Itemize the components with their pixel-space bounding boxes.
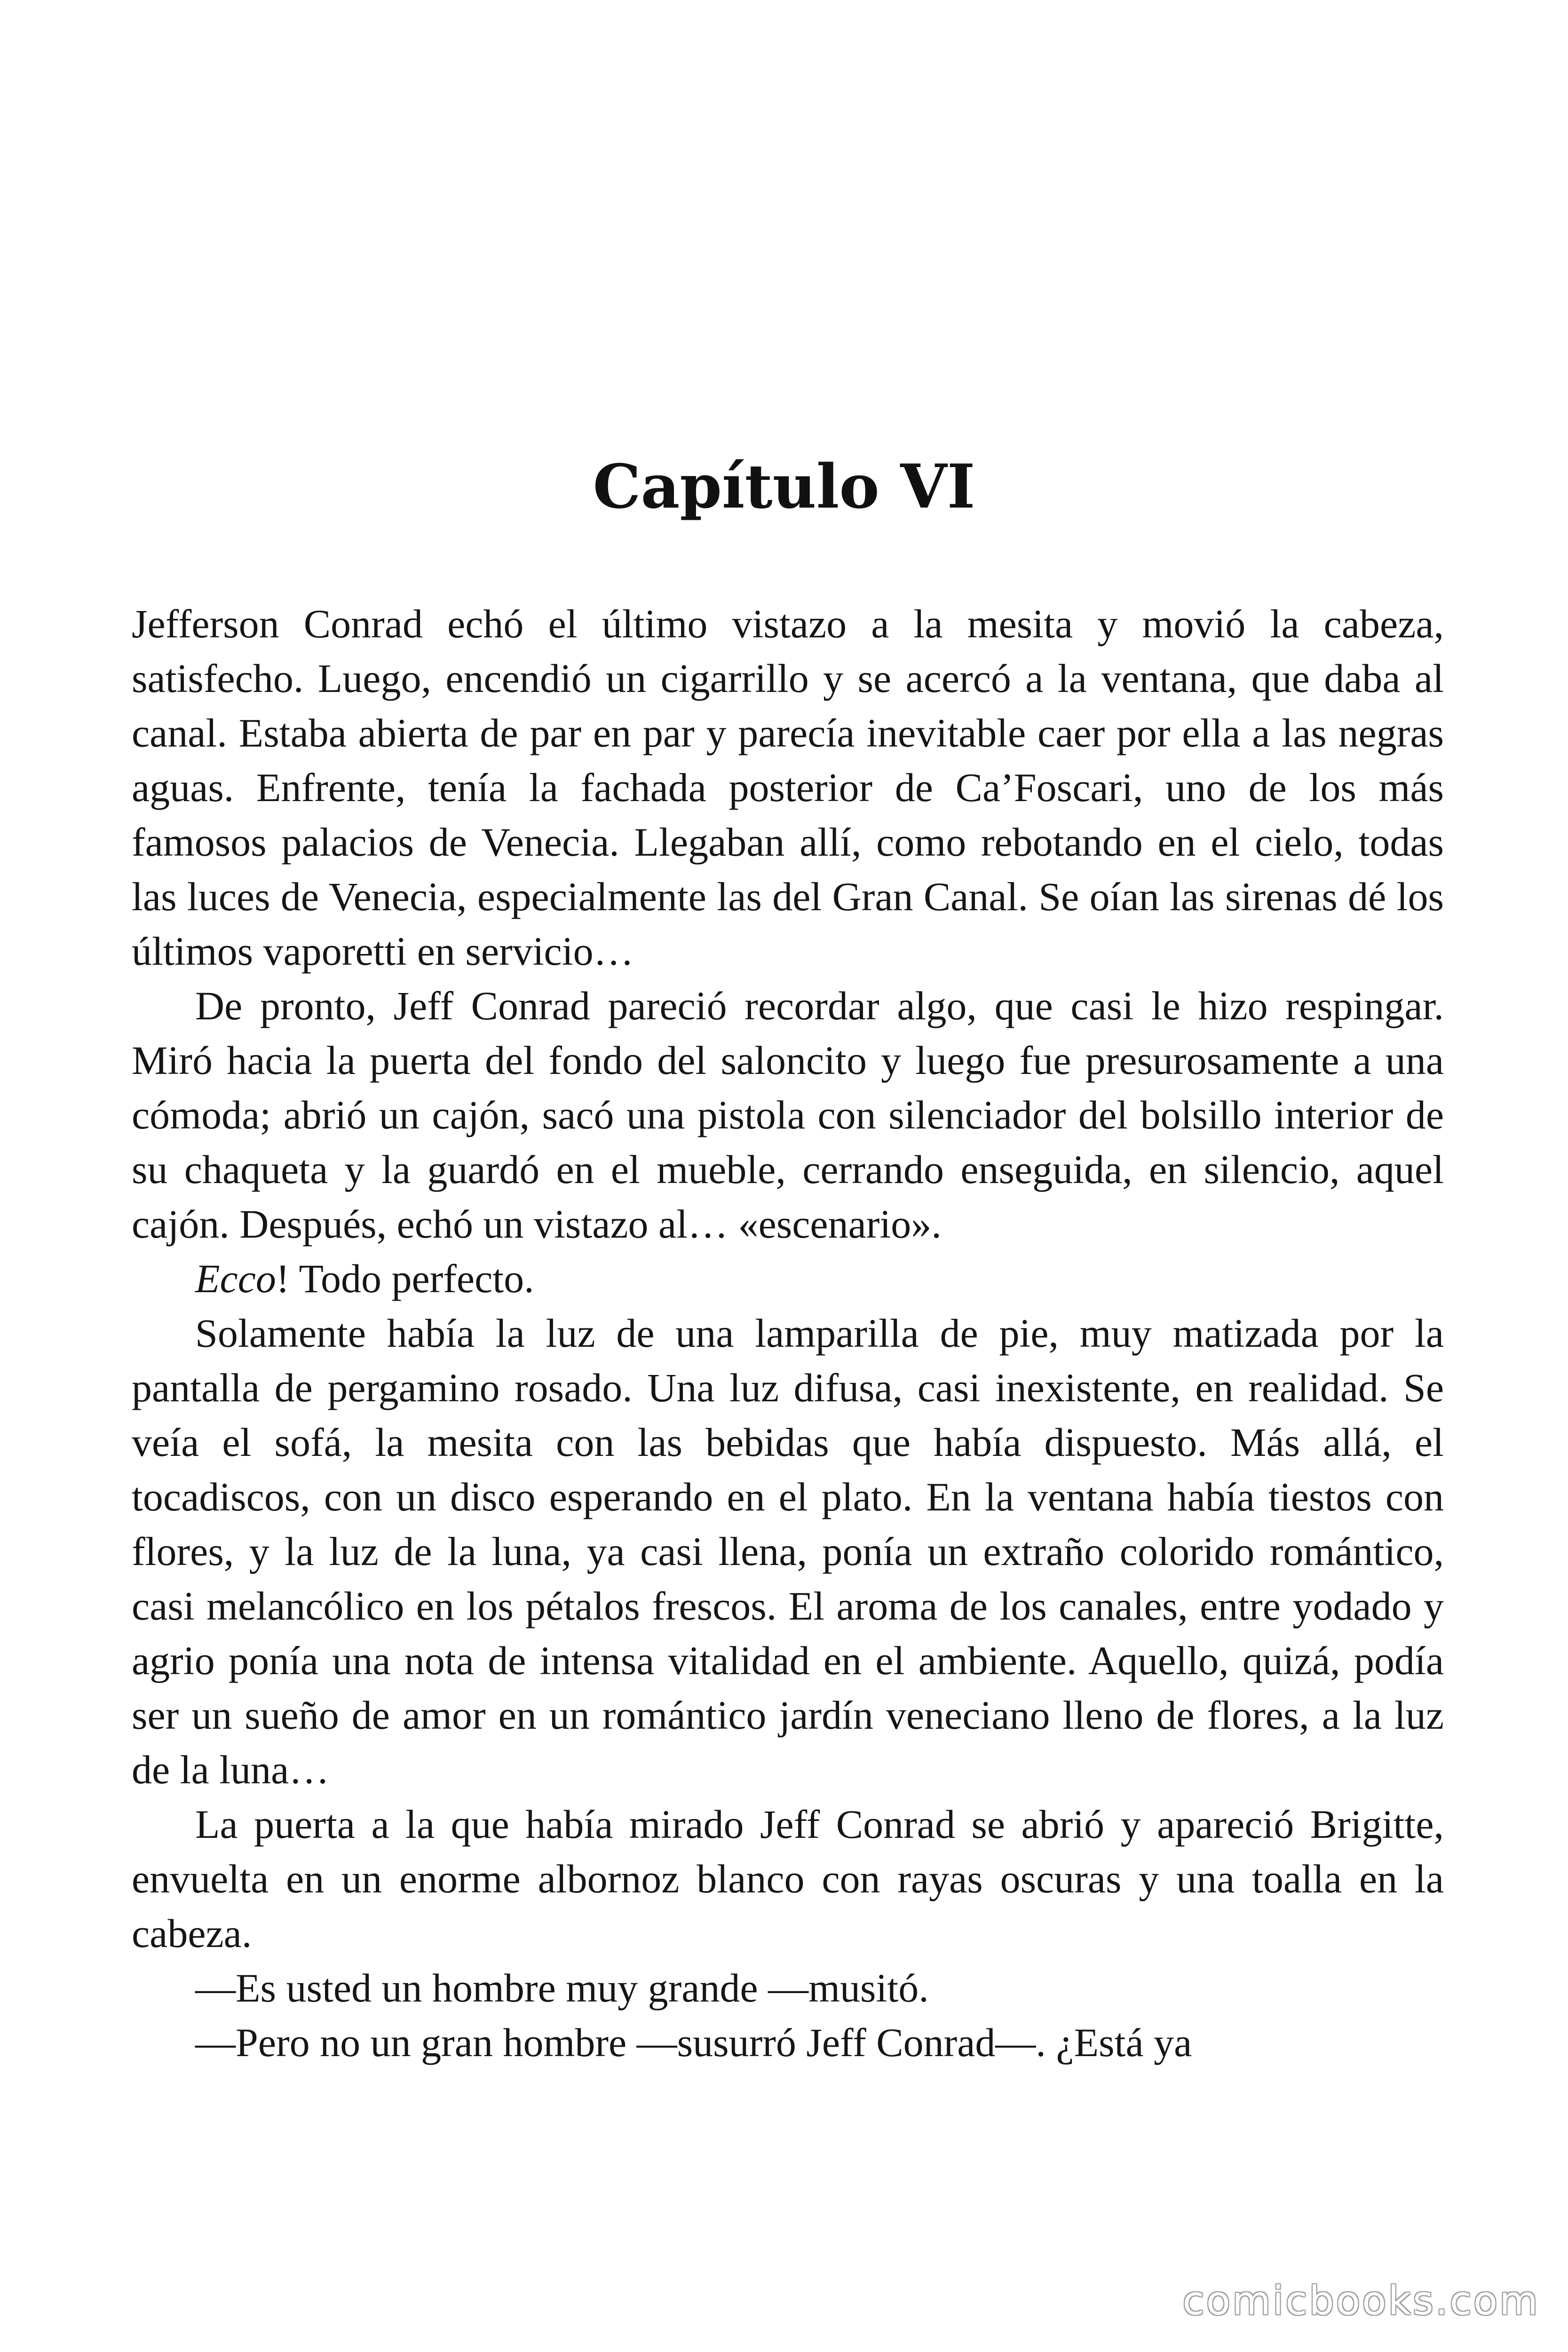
paragraph — [132, 1251, 1444, 1306]
paragraph-text: ! Todo perfecto. — [276, 1256, 534, 1301]
chapter-body — [132, 596, 1444, 2070]
paragraph: De pronto, Jeff Conrad pareció recordar algo, que casi le hizo respingar. Miró hacia la puerta del fondo del saloncito y luego fue presurosamente a una cómoda; abrió un cajón, sacó una pistola con silenciador del bolsillo interior de su chaqueta y la guardó en el mueble, cerrando enseguida, en silencio, aquel cajón. Después, echó un vistazo al… «escenario». — [132, 983, 1444, 1247]
paragraph: Solamente había la luz de una lamparilla de pie, muy matizada por la pantalla de pergamino rosado. Una luz difusa, casi inexistente, en realidad. Se veía el sofá, la mesita con las bebidas que había dispuesto. Más allá, el tocadiscos, con un disco esperando en el plato. En la ventana había tiestos con flores, y la luz de la luna, ya casi llena, ponía un extraño colorido romántico, casi melancólico en los pétalos frescos. El aroma de los canales, entre yodado y agrio ponía una nota de intensa vitalidad en el ambiente. Aquello, quizá, podía ser un sueño de amor en un romántico jardín veneciano lleno de flores, a la luz de la luna… — [132, 1311, 1444, 1792]
paragraph: La puerta a la que había mirado Jeff Conrad se abrió y apareció Brigitte, envuelta en un enorme albornoz blanco con rayas oscuras y una toalla en la cabeza. — [132, 1802, 1444, 1956]
paragraph: Jefferson Conrad echó el último vistazo a la mesita y movió la cabeza, satisfecho. Luego, encendió un cigarrillo y se acercó a la ventana, que daba al canal. Estaba abierta de par en par y parecía inevitable caer por ella a las negras aguas. Enfrente, tenía la fachada posterior de Ca’Foscari, uno de los más famosos palacios de Venecia. Llegaban allí, como rebotando en el cielo, todas las luces de Venecia, especialmente las del Gran Canal. Se oían las sirenas dé los últimos vaporetti en servicio… — [132, 601, 1444, 974]
italic-word: Ecco — [195, 1256, 276, 1301]
dialogue-line: —Es usted un hombre muy grande —musitó. — [195, 1965, 929, 2010]
chapter-title: Capítulo VI — [593, 452, 975, 522]
dialogue-line: —Pero no un gran hombre —susurró Jeff Conrad—. ¿Está ya — [195, 2020, 1192, 2065]
watermark: comicbooks.com — [1182, 2278, 1540, 2324]
